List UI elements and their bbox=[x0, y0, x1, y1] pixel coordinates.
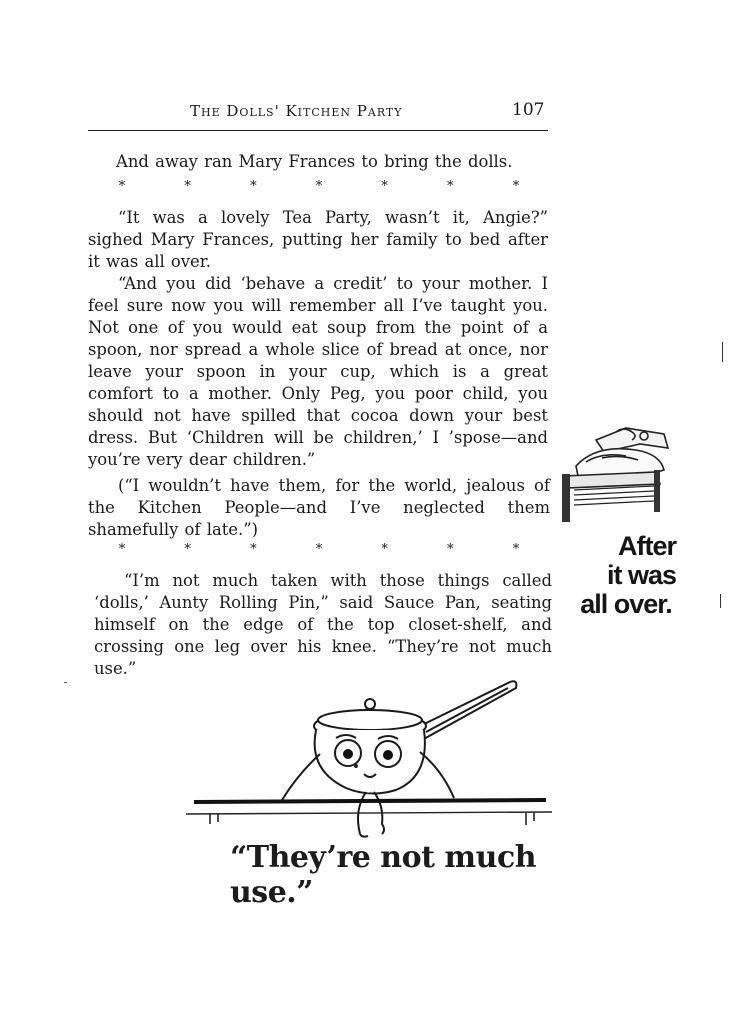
side-caption-line-3: all over. bbox=[580, 589, 672, 619]
separator-star: * bbox=[381, 542, 388, 557]
paragraph-2: “It was a lovely Tea Party, wasn’t it, Angie?” sighed Mary Frances, putting her family to bed after it was all over. bbox=[88, 208, 548, 271]
separator-star: * bbox=[184, 542, 191, 557]
running-head bbox=[88, 100, 548, 131]
margin-mark bbox=[722, 342, 723, 362]
paragraph-5: “I’m not much taken with those things called ‘dolls,’ Aunty Rolling Pin,” said Sauce Pan, seating himself on the edge of the top closet-shelf, and crossing one leg over his knee. “They’re not much use.” bbox=[94, 571, 552, 678]
separator-star: * bbox=[381, 179, 388, 194]
sauce-pan-illustration bbox=[180, 674, 560, 844]
page-title: The Dolls' Kitchen Party bbox=[190, 102, 403, 120]
side-caption-line-1: After bbox=[617, 531, 676, 561]
section-separator-1 bbox=[118, 179, 520, 195]
paragraph-4: (“I wouldn’t have them, for the world, jealous of the Kitchen People—and I’ve neglected them shamefully of late.”) bbox=[88, 476, 550, 539]
separator-star: * bbox=[250, 542, 257, 557]
separator-star: * bbox=[315, 542, 323, 557]
paragraph-5-block bbox=[94, 570, 552, 680]
separator-star: * bbox=[315, 179, 323, 194]
side-caption bbox=[574, 532, 684, 619]
separator-star: * bbox=[250, 179, 257, 194]
doll-bed-illustration bbox=[556, 418, 676, 522]
separator-star: * bbox=[512, 542, 520, 557]
page-number: 107 bbox=[512, 100, 545, 120]
paragraph-4-block bbox=[88, 475, 550, 541]
section-separator-2 bbox=[118, 542, 520, 558]
separator-star: * bbox=[447, 179, 454, 194]
scan-speck bbox=[64, 682, 67, 683]
side-caption-line-2: it was bbox=[606, 560, 676, 590]
separator-star: * bbox=[447, 542, 454, 557]
separator-star: * bbox=[118, 179, 126, 194]
paragraph-1-block bbox=[116, 151, 536, 173]
paragraphs-2-3-block bbox=[88, 207, 548, 471]
margin-mark bbox=[720, 594, 721, 608]
paragraph-1: And away ran Mary Frances to bring the dolls. bbox=[116, 152, 513, 171]
paragraph-3: “And you did ‘behave a credit’ to your mother. I feel sure now you will remember all I’ve taught you. Not one of you would eat soup from the point of a spoon, nor spread a whole slice of bread at once, nor leave your spoon in your cup, which is a great comfort to a mother. Only Peg, you poor child, you should not have spilled that cocoa down your best dress. But ‘Children will be children,’ I ’spose—and you’re very dear children.” bbox=[88, 274, 548, 469]
bottom-caption: “They’re not much use.” bbox=[230, 840, 537, 910]
separator-star: * bbox=[118, 542, 126, 557]
separator-star: * bbox=[512, 179, 520, 194]
separator-star: * bbox=[184, 179, 191, 194]
